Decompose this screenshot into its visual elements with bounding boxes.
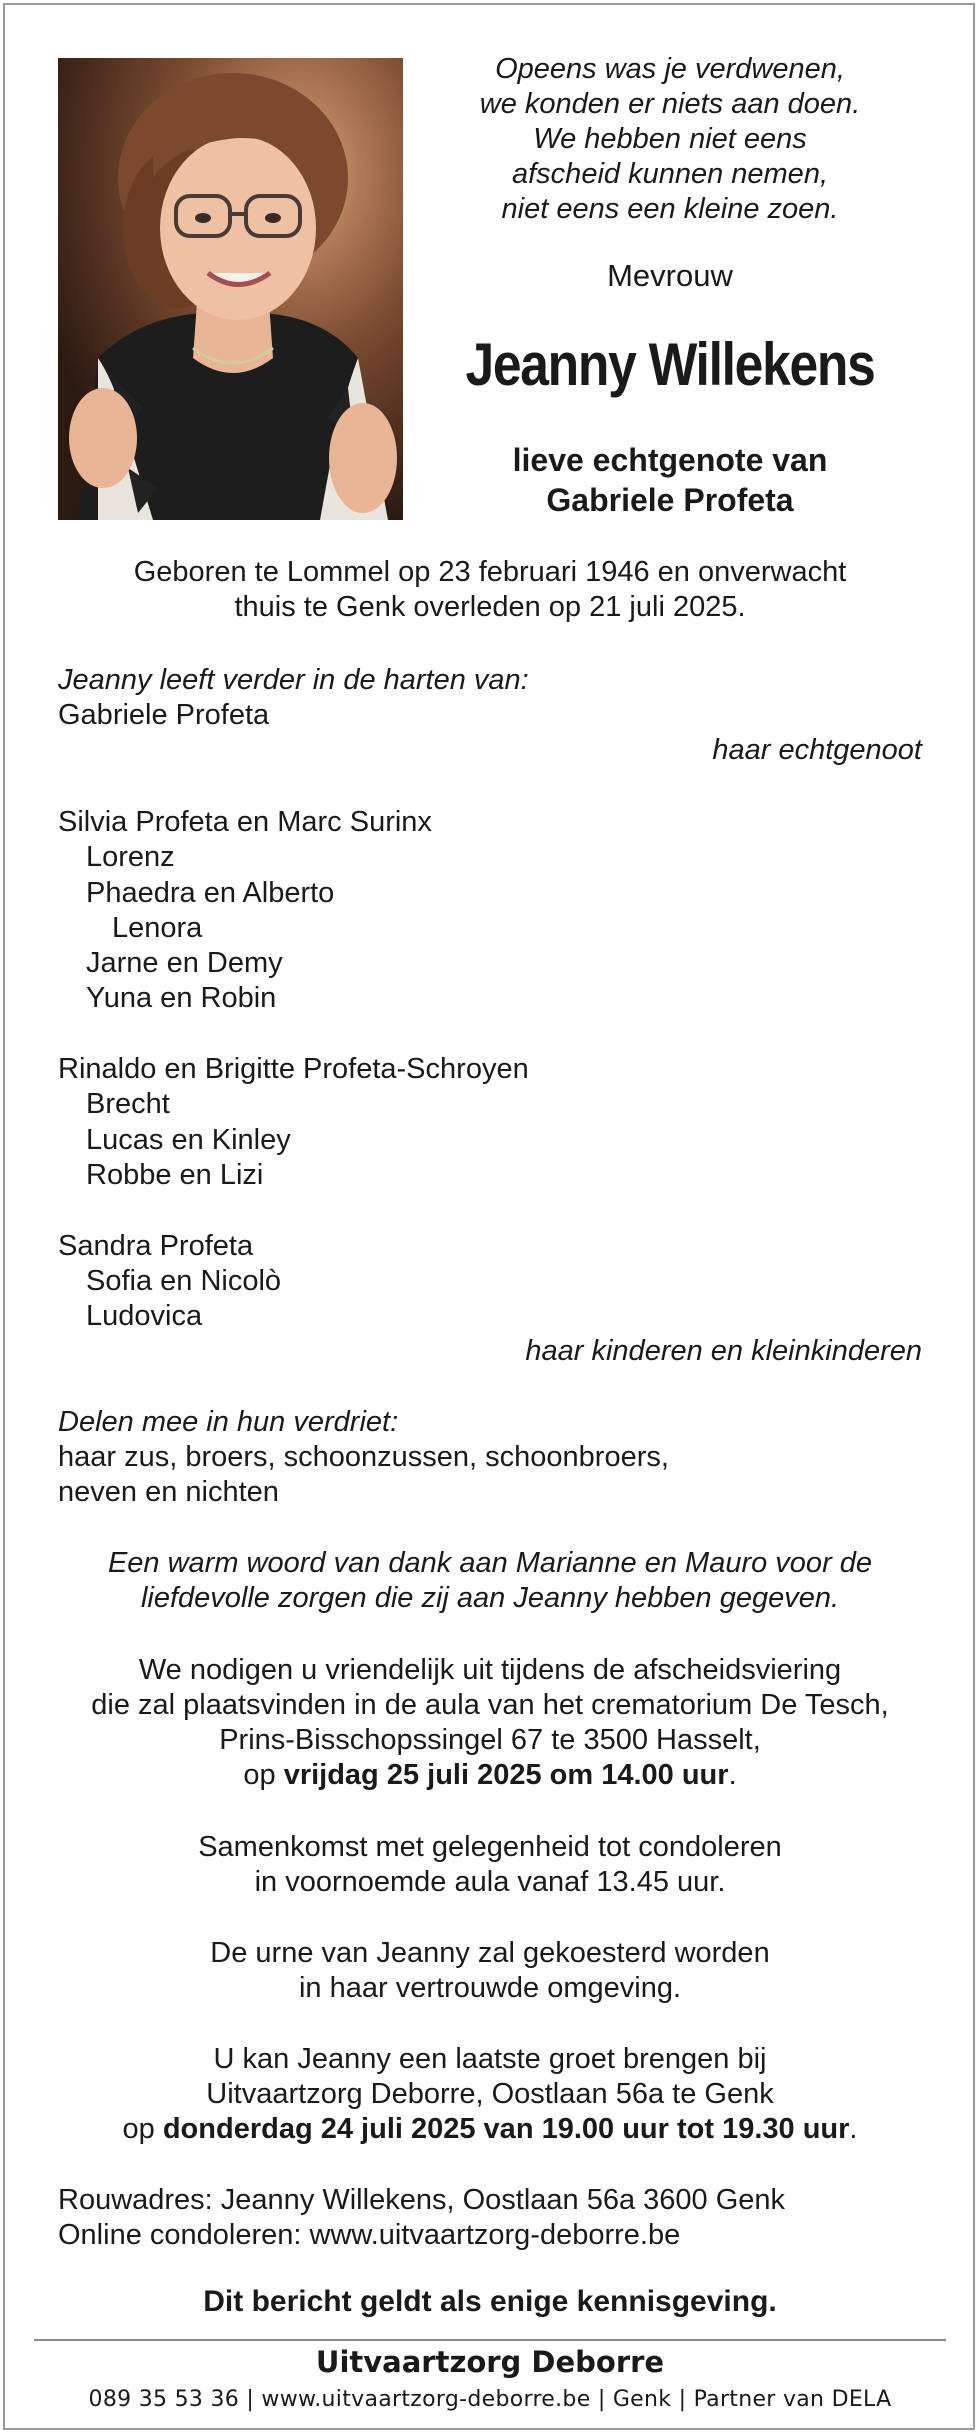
funeral-home-name: Uitvaartzorg Deborre [315,2345,665,2379]
urn-note [40,1936,940,2006]
share-intro: Delen mee in hun verdriet: [58,1406,399,1438]
children-role: haar kinderen en kleinkinderen [525,1335,922,1367]
ceremony-datetime [40,1758,940,1793]
family-intro: Jeanny leeft verder in de harten van: [58,664,529,696]
family-member: Sofia en Nicolò [86,1265,282,1297]
gathering [40,1830,940,1900]
visit-line: U kan Jeanny een laatste groet brengen bij [213,2043,767,2075]
visit-prefix: op [122,2113,163,2145]
salutation: Mevrouw [607,258,733,293]
ceremony-suffix: . [728,1759,737,1791]
family-member: Lucas en Kinley [86,1124,291,1156]
ceremony-prefix: op [243,1759,284,1791]
gathering-line: Samenkomst met gelegenheid tot condoleren [198,1831,782,1863]
birth-death-details [58,555,922,625]
visit-suffix: . [849,2113,858,2145]
poem-line: afscheid kunnen nemen, [512,158,828,190]
family-member: Ludovica [86,1300,203,1332]
spouse-line [430,440,910,520]
footer-divider [34,2339,946,2341]
ceremony-when: vrijdag 25 juli 2025 om 14.00 uur [283,1759,729,1791]
visit-when: donderdag 24 juli 2025 van 19.00 uur tot 19.30 uur [162,2113,850,2145]
gathering-line: in voornoemde aula vanaf 13.45 uur. [254,1866,726,1898]
urn-line: De urne van Jeanny zal gekoesterd worden [210,1937,770,1969]
thanks [40,1546,940,1616]
share-line: neven en nichten [58,1476,279,1508]
visit-line: Uitvaartzorg Deborre, Oostlaan 56a te Genk [206,2078,774,2110]
ceremony-line: die zal plaatsvinden in de aula van het crematorium De Tesch, [91,1689,889,1721]
urn-line: in haar vertrouwde omgeving. [298,1972,682,2004]
closing-statement: Dit bericht geldt als enige kennisgeving. [203,2285,777,2318]
family-member: Phaedra en Alberto [86,877,335,909]
spouse-name: Gabriele Profeta [546,482,794,518]
family-member: Lorenz [86,841,175,873]
family-member: Jarne en Demy [86,947,283,979]
poem-line: Opeens was je verdwenen, [495,53,845,85]
husband-role: haar echtgenoot [712,734,922,766]
family-member: Brecht [86,1088,170,1120]
funeral-home-contact[interactable]: 089 35 53 36 | www.uitvaartzorg-deborre.be | Genk | Partner van DELA [88,2387,892,2412]
husband-name: Gabriele Profeta [58,699,270,731]
thanks-line: liefdevolle zorgen die zij aan Jeanny hebben gegeven. [140,1582,840,1614]
deceased-name: Jeanny Willekens [465,331,875,398]
ceremony-line: We nodigen u vriendelijk uit tijdens de afscheidsviering [138,1654,842,1686]
family-member: Robbe en Lizi [86,1159,264,1191]
family-member: Silvia Profeta en Marc Surinx [58,806,432,838]
mourning-address: Rouwadres: Jeanny Willekens, Oostlaan 56a 3600 Genk [58,2184,786,2216]
family-member: Sandra Profeta [58,1230,254,1262]
ceremony-line: Prins-Bisschopssingel 67 te 3500 Hasselt, [219,1724,761,1756]
poem [430,52,910,227]
family-member: Rinaldo en Brigitte Profeta-Schroyen [58,1053,529,1085]
ceremony-invitation [40,1653,940,1793]
portrait-photo [58,58,403,520]
online-condolence: Online condoleren: www.uitvaartzorg-deborre.be [58,2219,681,2251]
birth-line: Geboren te Lommel op 23 februari 1946 en onverwacht [133,556,847,588]
poem-line: we konden er niets aan doen. [479,88,861,120]
visitation [40,2042,940,2147]
share-line: haar zus, broers, schoonzussen, schoonbroers, [58,1441,669,1473]
family-member: Yuna en Robin [86,982,277,1014]
thanks-line: Een warm woord van dank aan Marianne en Mauro voor de [107,1547,873,1579]
poem-line: We hebben niet eens [533,123,807,155]
spouse-relation: lieve echtgenote van [512,442,828,478]
poem-line: niet eens een kleine zoen. [501,193,839,225]
death-line: thuis te Genk overleden op 21 juli 2025. [234,591,746,623]
portrait-illustration [58,58,403,520]
visit-datetime [40,2112,940,2147]
family-member: Lenora [112,912,203,944]
